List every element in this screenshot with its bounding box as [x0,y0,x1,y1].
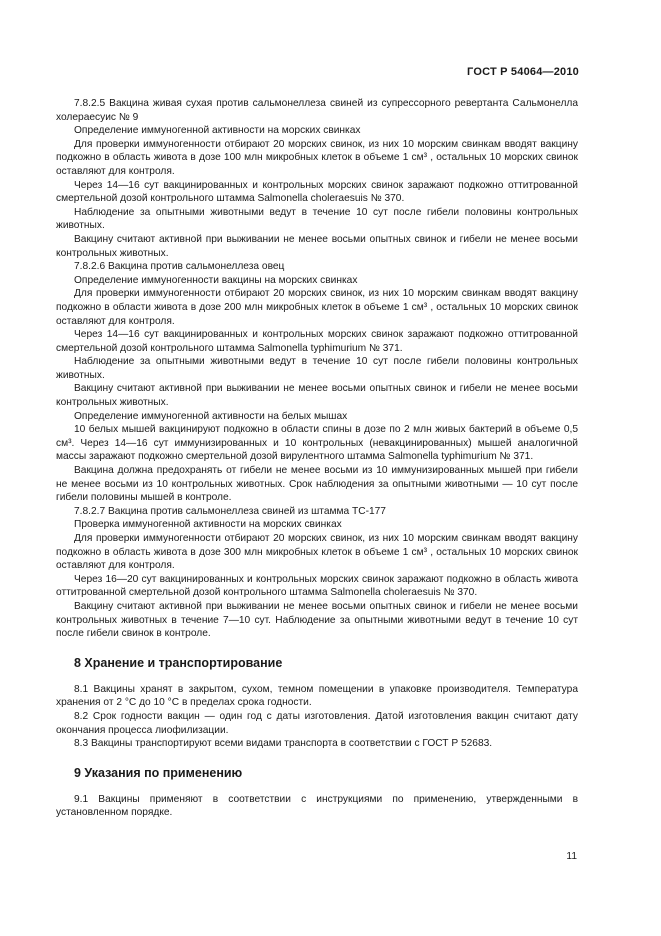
paragraph: Определение иммуногенности вакцины на морских свинках [74,274,358,286]
paragraph: Через 16—20 сут вакцинированных и контрольных морских свинок заражают подкожно в область живота оттитрованной смертельной дозой контрольного штамма Salmonella choleraesuis № 370. [56,573,578,599]
paragraph: Наблюдение за опытными животными ведут в течение 10 сут после гибели половины контрольных животных. [56,206,578,232]
paragraph: 7.8.2.7 Вакцина против сальмонеллеза свиней из штамма ТС-177 [74,505,386,517]
paragraph: Для проверки иммуногенности отбирают 20 морских свинок, из них 10 морским свинкам вводят вакцину подкожно в область живота в дозе 300 млн микробных клеток в объеме 1 см³ , остальных 10 морских свинок оставляют для контроля. [56,533,578,572]
section-heading: 8 Хранение и транспортирование [74,655,283,670]
paragraph: 7.8.2.6 Вакцина против сальмонеллеза овец [74,261,285,273]
paragraph: Через 14—16 сут вакцинированных и контрольных морских свинок заражают подкожно оттитрованной смертельной дозой контрольного штамма Salmonella typhimurium № 371. [56,329,578,354]
paragraph: Вакцину считают активной при выживании не менее восьми опытных свинок и гибели не менее восьми контрольных животных. [56,383,578,409]
paragraph: Через 14—16 сут вакцинированных и контрольных морских свинок заражают подкожно оттитрованной смертельной дозой контрольного штамма Salmonella choleraesuis № 370. [56,179,578,205]
paragraph: Для проверки иммуногенности отбирают 20 морских свинок, из них 10 морским свинкам вводят вакцину подкожно в области живота в дозе 200 млн микробных клеток в объеме 1 см³ , остальных 10 морских свинок оставляют для контроля. [56,288,578,327]
paragraph: Проверка иммуногенной активности на морских свинках [74,519,342,531]
paragraph: Вакцину считают активной при выживании не менее восьми опытных свинок и гибели не менее восьми контрольных животных. [56,233,578,259]
paragraph: Вакцину считают активной при выживании не менее восьми опытных свинок и гибели не менее восьми контрольных животных в течение 7—10 сут. Наблюдение за опытными животными ведут в течение 10 сут после гибели свинок в контроле. [56,600,578,640]
page-number: 11 [566,851,577,862]
paragraph: Наблюдение за опытными животными ведут в течение 10 сут после гибели половины контрольных животных. [56,356,578,381]
paragraph: Для проверки иммуногенности отбирают 20 морских свинок, из них 10 морским свинкам вводят вакцину подкожно в область живота в дозе 100 млн микробных клеток в объеме 1 см³ , остальных 10 морских свинок оставляют для контроля. [56,138,578,177]
paragraph: 8.2 Срок годности вакцин — один год с даты изготовления. Датой изготовления вакцин считают дату окончания процесса лиофилизации. [56,710,578,736]
paragraph: Определение иммуногенной активности на белых мышах [74,410,348,422]
paragraph: Определение иммуногенной активности на морских свинках [74,125,361,137]
paragraph: 10 белых мышей вакцинируют подкожно в области спины в дозе по 2 млн живых бактерий в объеме 0,5 см³. Через 14—16 сут иммунизированных и 10 контрольных (невакцинированных) мышей аналогичной массы заражают подкожно смертельной дозой вирулентного штамма Salmonella typhimurium № 371. [56,424,578,463]
document-code: ГОСТ Р 54064—2010 [467,66,579,78]
paragraph: 7.8.2.5 Вакцина живая сухая против сальмонеллеза свиней из супрессорного ревертанта Сальмонелла холерaесуис № 9 [56,98,578,123]
paragraph: Вакцина должна предохранять от гибели не менее восьми из 10 иммунизированных мышей при гибели не менее восьми из 10 контрольных животных. Срок наблюдения за опытными животными — 10 сут после гибели половины мышей в контроле. [56,465,578,504]
section-heading: 9 Указания по применению [74,765,243,780]
paragraph: 8.3 Вакцины транспортируют всеми видами транспорта в соответствии с ГОСТ Р 52683. [74,738,493,750]
paragraph: 8.1 Вакцины хранят в закрытом, сухом, темном помещении в упаковке производителя. Температура хранения от 2 °С до 10 °С в пределах срока годности. [56,683,578,709]
paragraph: 9.1 Вакцины применяют в соответствии с инструкциями по применению, утвержденными в установленном порядке. [56,793,578,819]
document-body [56,97,578,820]
